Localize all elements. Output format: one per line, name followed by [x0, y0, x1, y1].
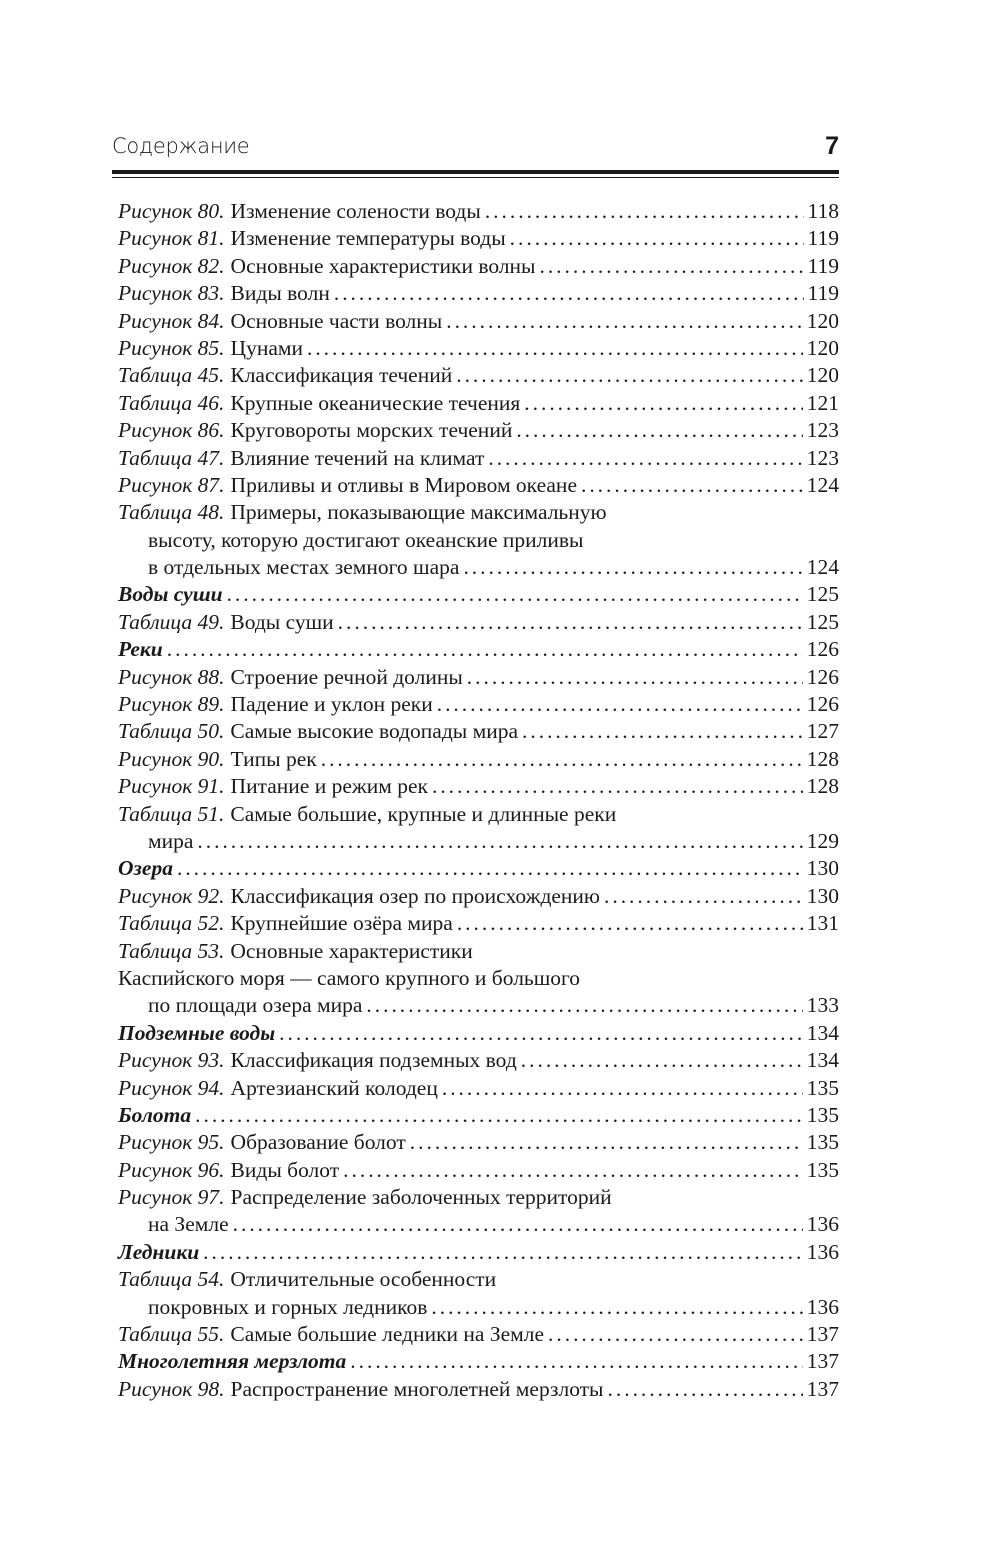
- entry-page: 135: [806, 1102, 839, 1127]
- toc-line: [118, 1157, 839, 1184]
- entry-page: 134: [806, 1020, 839, 1045]
- dot-leader: [548, 1321, 803, 1348]
- entry-title: Воды суши: [230, 609, 334, 634]
- toc-section-heading[interactable]: [118, 636, 839, 663]
- toc-line: [118, 718, 839, 745]
- toc-line: [118, 1075, 839, 1102]
- toc-section-heading[interactable]: [118, 1102, 839, 1129]
- entry-title: по площади озера мира: [148, 993, 363, 1018]
- entry-label: Рисунок 96.: [118, 1157, 225, 1182]
- entry-title: Распределение заболоченных территорий: [230, 1185, 612, 1210]
- entry-label: Рисунок 85.: [118, 335, 225, 360]
- entry-title: Основные характеристики волны: [230, 253, 536, 278]
- dot-leader: [463, 554, 802, 581]
- toc-line: [118, 280, 839, 307]
- toc-line: [118, 855, 839, 882]
- entry-title: Типы рек: [230, 746, 317, 771]
- entry-page: 135: [806, 1157, 839, 1182]
- entry-label: Таблица 55.: [118, 1322, 225, 1347]
- entry-page: 127: [806, 719, 839, 744]
- toc-entry[interactable]: [118, 390, 839, 417]
- entry-page: 137: [806, 1376, 839, 1401]
- toc-entry[interactable]: [118, 225, 839, 252]
- entry-title: Крупные океанические течения: [230, 390, 521, 415]
- entry-label: Рисунок 80.: [118, 199, 225, 223]
- entry-page: 131: [806, 911, 839, 936]
- toc-entry[interactable]: [118, 773, 839, 800]
- entry-label: Рисунок 83.: [118, 281, 225, 306]
- entry-label: Таблица 45.: [118, 363, 225, 388]
- entry-title: Основные части волны: [230, 308, 443, 333]
- toc-section-heading[interactable]: [118, 1239, 839, 1266]
- toc-line: [118, 1102, 839, 1129]
- toc-section-heading[interactable]: [118, 581, 839, 608]
- dot-leader: [334, 280, 804, 307]
- toc-entry[interactable]: [118, 1047, 839, 1074]
- dot-leader: [522, 718, 803, 745]
- toc-line: [118, 527, 839, 554]
- toc-line: [118, 828, 839, 855]
- dot-leader: [366, 992, 802, 1019]
- toc-entry[interactable]: [118, 1157, 839, 1184]
- toc-entry[interactable]: [118, 1376, 839, 1403]
- entry-label: Рисунок 87.: [118, 472, 225, 497]
- toc-line: [118, 1211, 839, 1238]
- entry-page: 137: [806, 1349, 839, 1374]
- toc-entry[interactable]: [118, 609, 839, 636]
- toc-line: [118, 1376, 839, 1403]
- toc-line: [118, 1184, 839, 1211]
- entry-title: Виды болот: [230, 1157, 340, 1182]
- toc-entry[interactable]: [118, 445, 839, 472]
- header-rule-thick: [112, 170, 839, 174]
- entry-label: Рисунок 84.: [118, 308, 225, 333]
- dot-leader: [350, 1348, 802, 1375]
- entry-title: Примеры, показывающие максимальную: [230, 500, 607, 525]
- entry-page: 125: [806, 609, 839, 634]
- entry-title: Изменение солености воды: [230, 199, 481, 223]
- toc-entry[interactable]: [118, 417, 839, 444]
- toc-entry[interactable]: [118, 691, 839, 718]
- toc-entry[interactable]: [118, 335, 839, 362]
- toc-section-heading[interactable]: [118, 855, 839, 882]
- entry-label: Таблица 54.: [118, 1267, 225, 1292]
- toc-section-heading[interactable]: [118, 1348, 839, 1375]
- entry-page: 123: [806, 445, 839, 470]
- entry-label: Таблица 53.: [118, 938, 225, 963]
- dot-leader: [510, 225, 804, 252]
- toc-line: [118, 773, 839, 800]
- toc-line: [118, 499, 839, 526]
- dot-leader: [197, 828, 802, 855]
- dot-leader: [227, 581, 803, 608]
- entry-title: покровных и горных ледников: [148, 1294, 428, 1319]
- dot-leader: [177, 855, 803, 882]
- entry-title: Классификация течений: [230, 363, 453, 388]
- section-title: Реки: [118, 637, 163, 662]
- toc-line: [118, 362, 839, 389]
- entry-title: Строение речной долины: [230, 664, 463, 689]
- dot-leader: [343, 1157, 803, 1184]
- entry-label: Таблица 46.: [118, 390, 225, 415]
- dot-leader: [195, 1102, 803, 1129]
- toc-line: [118, 445, 839, 472]
- dot-leader: [321, 746, 803, 773]
- entry-label: Рисунок 81.: [118, 226, 225, 251]
- toc-line: [118, 1047, 839, 1074]
- entry-page: 120: [806, 308, 839, 333]
- dot-leader: [516, 417, 802, 444]
- toc-entry[interactable]: [118, 718, 839, 745]
- entry-label: Рисунок 95.: [118, 1130, 225, 1155]
- entry-page: 120: [806, 335, 839, 360]
- entry-title: Самые большие ледники на Земле: [230, 1322, 545, 1347]
- entry-page: 126: [806, 692, 839, 717]
- section-title: Ледники: [118, 1239, 200, 1264]
- entry-title: Крупнейшие озёра мира: [230, 911, 453, 936]
- toc-entry[interactable]: [118, 1184, 839, 1239]
- entry-title: мира: [148, 828, 194, 853]
- toc-entry[interactable]: [118, 801, 839, 856]
- toc-line: [118, 938, 839, 965]
- toc-section-heading[interactable]: [118, 1020, 839, 1047]
- toc-line: [118, 198, 839, 225]
- entry-page: 130: [806, 883, 839, 908]
- entry-page: 124: [806, 555, 839, 580]
- dot-leader: [467, 664, 803, 691]
- section-title: Многолетняя мерзлота: [118, 1349, 347, 1374]
- entry-page: 135: [806, 1075, 839, 1100]
- dot-leader: [608, 1376, 803, 1403]
- entry-title: Круговороты морских течений: [230, 418, 513, 443]
- toc-line: [118, 253, 839, 280]
- toc-entry[interactable]: [118, 198, 839, 225]
- entry-label: Таблица 51.: [118, 801, 225, 826]
- dot-leader: [456, 362, 803, 389]
- dot-leader: [203, 1239, 803, 1266]
- entry-page: 125: [806, 582, 839, 607]
- toc-entry[interactable]: [118, 280, 839, 307]
- entry-label: Таблица 50.: [118, 719, 225, 744]
- entry-title: Распространение многолетней мерзлоты: [230, 1376, 604, 1401]
- entry-label: Рисунок 88.: [118, 664, 225, 689]
- section-title: Подземные воды: [118, 1020, 276, 1045]
- entry-title: Отличительные особенности: [230, 1267, 497, 1292]
- toc-line: [118, 801, 839, 828]
- entry-title: Самые высокие водопады мира: [230, 719, 519, 744]
- entry-page: 128: [806, 746, 839, 771]
- toc-line: [118, 417, 839, 444]
- toc-line: [118, 636, 839, 663]
- entry-label: Таблица 48.: [118, 500, 225, 525]
- dot-leader: [432, 773, 803, 800]
- entry-label: Таблица 52.: [118, 911, 225, 936]
- toc-line: [118, 609, 839, 636]
- dot-leader: [279, 1020, 803, 1047]
- entry-page: 136: [806, 1294, 839, 1319]
- entry-page: 134: [806, 1048, 839, 1073]
- toc-line: [118, 1294, 839, 1321]
- table-of-contents: [118, 198, 839, 1403]
- entry-page: 133: [806, 993, 839, 1018]
- toc-line: [118, 1129, 839, 1156]
- entry-page: 119: [807, 281, 839, 306]
- entry-label: Рисунок 91.: [118, 774, 225, 799]
- dot-leader: [233, 1211, 803, 1238]
- entry-page: 119: [807, 253, 839, 278]
- toc-line: [118, 308, 839, 335]
- entry-page: 128: [806, 774, 839, 799]
- entry-label: Таблица 49.: [118, 609, 225, 634]
- header-rule-thin: [112, 177, 839, 178]
- entry-label: Рисунок 82.: [118, 253, 225, 278]
- entry-page: 130: [806, 856, 839, 881]
- toc-entry[interactable]: [118, 746, 839, 773]
- entry-page: 135: [806, 1130, 839, 1155]
- entry-title: Приливы и отливы в Мировом океане: [230, 472, 577, 497]
- dot-leader: [437, 691, 803, 718]
- dot-leader: [446, 308, 803, 335]
- toc-line: [118, 1239, 839, 1266]
- entry-title: Питание и режим рек: [230, 774, 428, 799]
- toc-entry[interactable]: [118, 308, 839, 335]
- toc-entry[interactable]: [118, 472, 839, 499]
- entry-title: Падение и уклон реки: [230, 692, 433, 717]
- entry-page: 126: [806, 664, 839, 689]
- toc-line: [118, 581, 839, 608]
- entry-label: Рисунок 86.: [118, 418, 225, 443]
- entry-page: 129: [806, 828, 839, 853]
- entry-page: 136: [806, 1239, 839, 1264]
- entry-title: Виды волн: [230, 281, 330, 306]
- toc-entry[interactable]: [118, 664, 839, 691]
- toc-line: [118, 335, 839, 362]
- entry-page: 137: [806, 1322, 839, 1347]
- entry-label: Рисунок 90.: [118, 746, 225, 771]
- dot-leader: [167, 636, 803, 663]
- toc-entry[interactable]: [118, 1129, 839, 1156]
- dot-leader: [539, 253, 803, 280]
- entry-label: Рисунок 92.: [118, 883, 225, 908]
- dot-leader: [521, 1047, 803, 1074]
- dot-leader: [431, 1294, 802, 1321]
- toc-line: [118, 664, 839, 691]
- dot-leader: [604, 883, 803, 910]
- entry-title: Самые большие, крупные и длинные реки: [230, 801, 617, 826]
- entry-page: 121: [806, 390, 839, 415]
- toc-entry[interactable]: [118, 1075, 839, 1102]
- toc-line: [118, 910, 839, 937]
- toc-entry[interactable]: [118, 883, 839, 910]
- toc-line: [118, 691, 839, 718]
- section-title: Болота: [118, 1102, 192, 1127]
- entry-page: 124: [806, 472, 839, 497]
- entry-title: Классификация подземных вод: [230, 1048, 517, 1073]
- running-header: [112, 134, 839, 166]
- toc-line: [118, 1348, 839, 1375]
- toc-line: [118, 390, 839, 417]
- dot-leader: [524, 390, 802, 417]
- entry-title: Каспийского моря — самого крупного и большого: [118, 965, 581, 990]
- entry-page: 120: [806, 363, 839, 388]
- entry-title: Влияние течений на климат: [230, 445, 485, 470]
- running-header-title: Содержание: [112, 134, 250, 158]
- toc-line: [118, 1020, 839, 1047]
- entry-label: Рисунок 89.: [118, 692, 225, 717]
- entry-label: Таблица 47.: [118, 445, 225, 470]
- entry-title: в отдельных местах земного шара: [148, 555, 460, 580]
- dot-leader: [442, 1075, 803, 1102]
- toc-entry[interactable]: [118, 253, 839, 280]
- dot-leader: [457, 910, 803, 937]
- toc-entry[interactable]: [118, 910, 839, 937]
- toc-line: [118, 472, 839, 499]
- toc-entry[interactable]: [118, 1266, 839, 1321]
- entry-page: 136: [806, 1212, 839, 1237]
- entry-title: Изменение температуры воды: [230, 226, 506, 251]
- toc-line: [118, 992, 839, 1019]
- entry-page: 119: [807, 226, 839, 251]
- toc-line: [118, 965, 839, 992]
- dot-leader: [338, 609, 803, 636]
- section-title: Озера: [118, 856, 173, 881]
- toc-line: [118, 1321, 839, 1348]
- entry-title: Образование болот: [230, 1130, 406, 1155]
- entry-title: высоту, которую достигают океанские приливы: [148, 527, 584, 552]
- entry-label: Рисунок 97.: [118, 1185, 225, 1210]
- toc-line: [118, 746, 839, 773]
- entry-title: на Земле: [148, 1212, 229, 1237]
- entry-title: Основные характеристики: [230, 938, 473, 963]
- dot-leader: [410, 1129, 803, 1156]
- page-number: 7: [825, 132, 839, 160]
- toc-line: [118, 883, 839, 910]
- toc-line: [118, 1266, 839, 1293]
- toc-entry[interactable]: [118, 1321, 839, 1348]
- entry-page: 123: [806, 418, 839, 443]
- entry-title: Классификация озер по происхождению: [230, 883, 600, 908]
- toc-line: [118, 554, 839, 581]
- dot-leader: [581, 472, 803, 499]
- entry-label: Рисунок 94.: [118, 1075, 225, 1100]
- entry-title: Цунами: [230, 335, 303, 360]
- entry-page: 126: [806, 637, 839, 662]
- entry-label: Рисунок 93.: [118, 1048, 225, 1073]
- toc-entry[interactable]: [118, 362, 839, 389]
- dot-leader: [307, 335, 803, 362]
- dot-leader: [485, 198, 804, 225]
- entry-page: 118: [807, 199, 839, 223]
- toc-entry[interactable]: [118, 499, 839, 581]
- entry-label: Рисунок 98.: [118, 1376, 225, 1401]
- toc-line: [118, 225, 839, 252]
- section-title: Воды суши: [118, 582, 223, 607]
- entry-title: Артезианский колодец: [230, 1075, 438, 1100]
- dot-leader: [488, 445, 802, 472]
- toc-entry[interactable]: [118, 938, 839, 1020]
